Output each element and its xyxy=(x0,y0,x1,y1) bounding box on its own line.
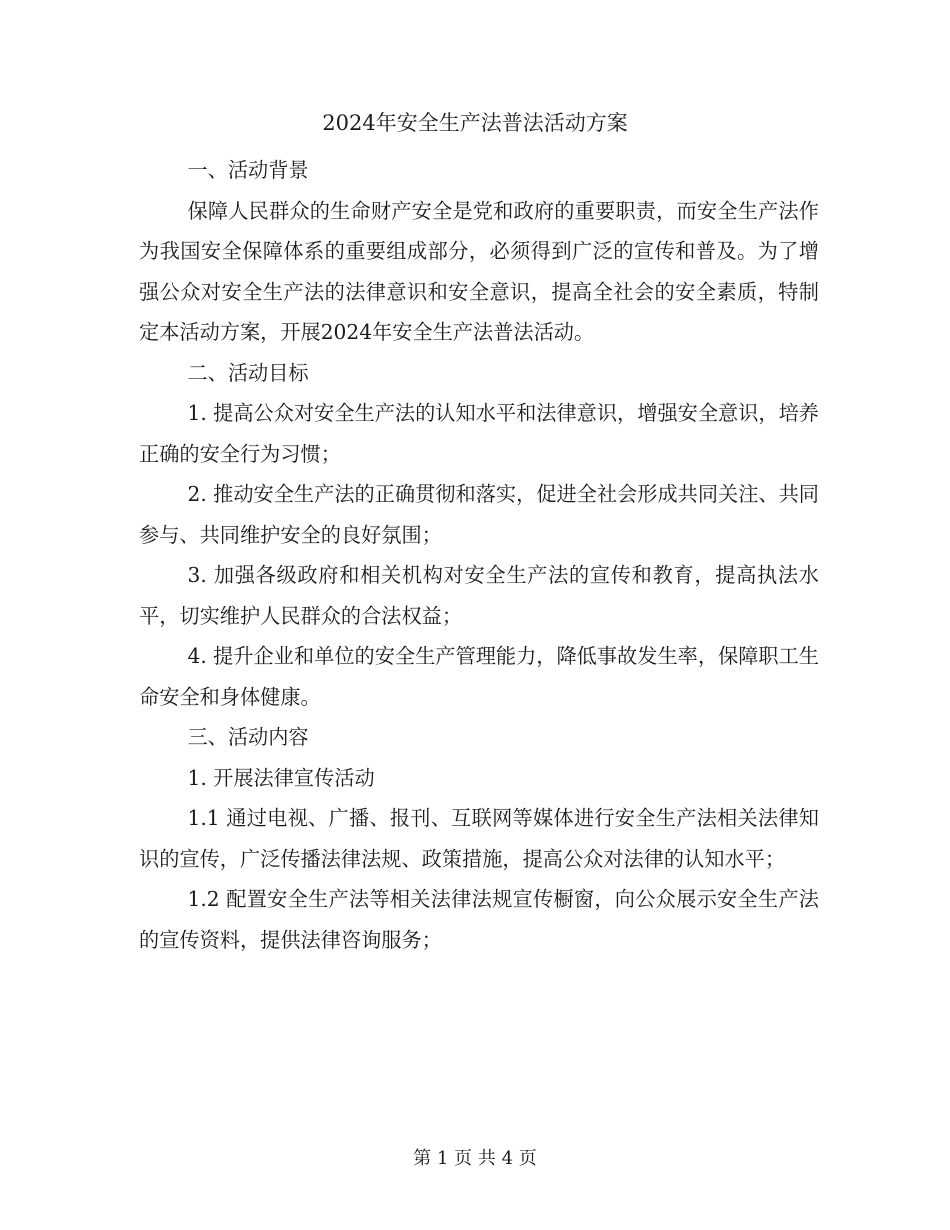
section-heading-background: 一、活动背景 xyxy=(187,158,309,182)
document-body xyxy=(139,150,819,960)
section-heading-content: 三、活动内容 xyxy=(187,725,309,749)
goal-item-1: 1. 提高公众对安全生产法的认知水平和法律意识，增强安全意识，培养正确的安全行为习惯； xyxy=(139,401,819,466)
goal-item-4: 4. 提升企业和单位的安全生产管理能力，降低事故发生率，保障职工生命安全和身体健康。 xyxy=(139,644,819,709)
goal-item-3: 3. 加强各级政府和相关机构对安全生产法的宣传和教育，提高执法水平，切实维护人民群众的合法权益； xyxy=(139,563,819,628)
content-subitem-1-1: 1.1 通过电视、广播、报刊、互联网等媒体进行安全生产法相关法律知识的宣传，广泛传播法律法规、政策措施，提高公众对法律的认知水平； xyxy=(139,806,819,871)
page-footer: 第 1 页 共 4 页 xyxy=(413,1148,537,1169)
section-heading-goals: 二、活动目标 xyxy=(187,360,309,385)
content-subitem-1-2: 1.2 配置安全生产法等相关法律法规宣传橱窗，向公众展示安全生产法的宣传资料，提供法律咨询服务； xyxy=(139,887,819,952)
document-title: 2024年安全生产法普法活动方案 xyxy=(322,111,628,135)
paragraph-background: 保障人民群众的生命财产安全是党和政府的重要职责，而安全生产法作为我国安全保障体系的重要组成部分，必须得到广泛的宣传和普及。为了增强公众对安全生产法的法律意识和安全意识，提高全社会的安全素质，特制定本活动方案，开展2024年安全生产法普法活动。 xyxy=(139,198,819,344)
content-item-1: 1. 开展法律宣传活动 xyxy=(187,765,375,790)
goal-item-2: 2. 推动安全生产法的正确贯彻和落实，促进全社会形成共同关注、共同参与、共同维护安全的良好氛围； xyxy=(139,482,819,547)
